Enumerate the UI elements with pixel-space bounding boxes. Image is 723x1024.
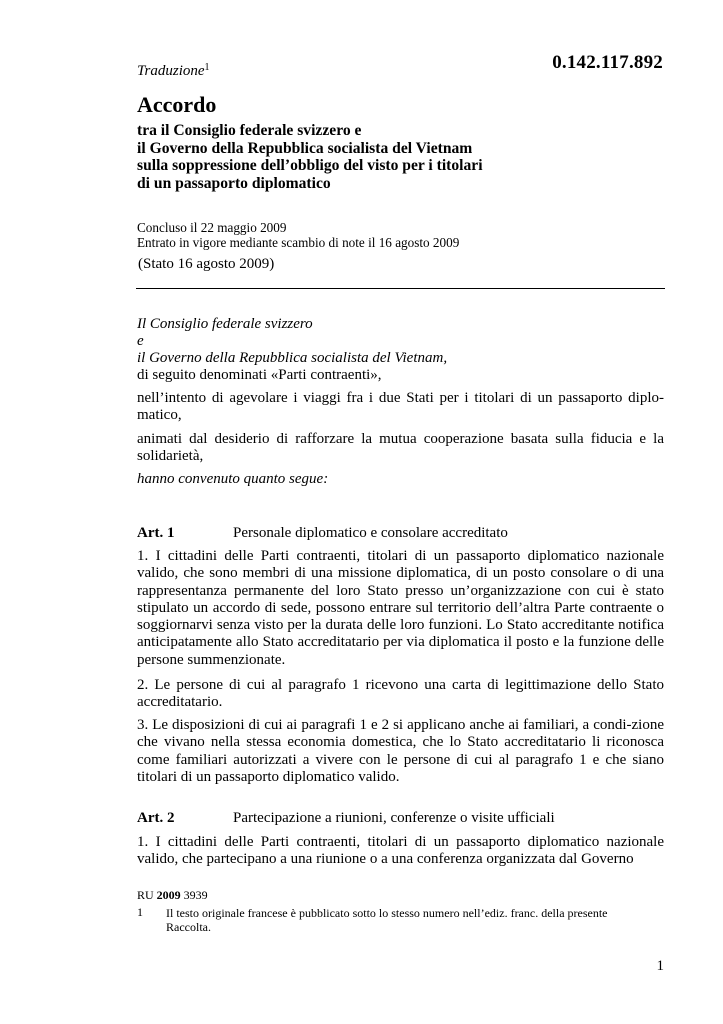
ru-prefix: RU xyxy=(137,888,154,902)
preamble-designation: di seguito denominati «Parti contraenti», xyxy=(137,367,382,383)
sr-number: 0.142.117.892 xyxy=(552,52,663,73)
preamble-party2: il Governo della Repubblica socialista del Vietnam, xyxy=(137,350,448,366)
subtitle-line: sulla soppressione dell’obbligo del visto per i titolari xyxy=(137,157,483,174)
page-number: 1 xyxy=(656,958,664,974)
divider xyxy=(136,288,665,289)
article-paragraph: 2. Le persone di cui al paragrafo 1 ricevono una carta di legittimazione dello Stato accreditatario. xyxy=(137,677,664,711)
preamble-conjunction: e xyxy=(137,333,144,349)
preamble-party1: Il Consiglio federale svizzero xyxy=(137,316,313,332)
translation-label xyxy=(137,62,210,80)
preamble-agreed: hanno convenuto quanto segue: xyxy=(137,471,329,487)
article-heading xyxy=(137,810,555,827)
article-title: Personale diplomatico e consolare accreditato xyxy=(233,525,508,541)
document-subtitle xyxy=(137,122,483,192)
footnote-ref[interactable]: 1 xyxy=(204,62,210,73)
subtitle-line: il Governo della Repubblica socialista del Vietnam xyxy=(137,139,473,157)
preamble-recital: nell’intento di agevolare i viaggi fra i due Stati per i titolari di un passaporto diplo-matico, xyxy=(137,390,664,424)
preamble-recital: animati dal desiderio di rafforzare la mutua cooperazione basata sulla fiducia e la solidarietà, xyxy=(137,431,664,465)
in-force-date: Entrato in vigore mediante scambio di note il 16 agosto 2009 xyxy=(137,235,460,250)
document-meta xyxy=(137,220,459,250)
article-heading xyxy=(137,525,508,542)
footnote-text: Il testo originale francese è pubblicato sotto lo stesso numero nell’ediz. franc. della presente Raccolta. xyxy=(166,906,608,934)
ru-page: 3939 xyxy=(183,888,208,902)
ru-year: 2009 xyxy=(156,888,181,902)
article-number: Art. 1 xyxy=(137,525,175,541)
article-number: Art. 2 xyxy=(137,810,175,826)
concluded-date: Concluso il 22 maggio 2009 xyxy=(137,220,287,235)
article-title: Partecipazione a riunioni, conferenze o visite ufficiali xyxy=(233,810,555,826)
footnote-number: 1 xyxy=(137,905,143,919)
article-paragraph: 3. Le disposizioni di cui ai paragrafi 1 e 2 si applicano anche ai familiari, a condi-zione che vivano nella stessa economia domestica, che lo Stato accreditatario li riconosca come familiari autorizzati a vivere con le persone di cui al paragrafo 1 e che siano titolari di un passaporto diplomatico valido. xyxy=(137,717,664,785)
document-title: Accordo xyxy=(137,92,217,117)
article-paragraph: 1. I cittadini delle Parti contraenti, titolari di un passaporto diplomatico nazionale valido, che partecipano a una riunione o a una conferenza organizzata dal Governo xyxy=(137,834,664,868)
article-paragraph: 1. I cittadini delle Parti contraenti, titolari di un passaporto diplomatico nazionale valido, che sono membri di una missione diplomatica, di un posto consolare o di una rappresentanza permanente del loro Stato presso un’organizzazione con cui è stato stipulato un accordo di sede, possono entrare sul territorio dell’altra Parte contraente o soggiornarvi senza visto per la durata delle loro funzioni. Lo Stato accreditante notifica anticipatamente allo Stato accreditatario per via diplomatica il posto e la funzione delle persone summenzionate. xyxy=(137,548,664,668)
subtitle-line: tra il Consiglio federale svizzero e xyxy=(137,122,362,139)
translation-label-text: Traduzione xyxy=(137,63,205,79)
ru-reference xyxy=(137,888,208,903)
subtitle-line: di un passaporto diplomatico xyxy=(137,174,331,192)
status-date: (Stato 16 agosto 2009) xyxy=(138,256,275,272)
